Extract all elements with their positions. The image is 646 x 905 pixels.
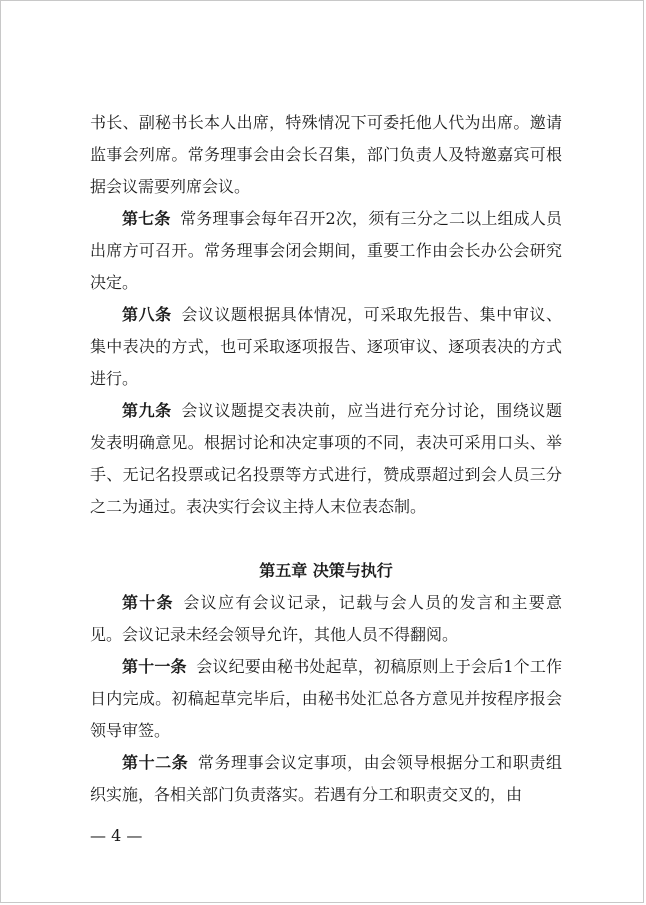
article-label: 第十条	[122, 593, 174, 612]
article-label: 第十二条	[122, 753, 189, 772]
article-text: 会议议题提交表决前，应当进行充分讨论，围绕议题发表明确意见。根据讨论和决定事项的不同，表决可采用口头、举手、无记名投票或记名投票等方式进行，赞成票超过到会人员三分之二为通过。表决实行会议主持人末位表态制。	[90, 401, 562, 516]
article-label: 第十一条	[122, 657, 187, 676]
article-text: 会议纪要由秘书处起草，初稿原则上于会后1个工作日内完成。初稿起草完毕后，由秘书处汇总各方意见并按程序报会领导审签。	[90, 657, 562, 740]
article-8	[90, 299, 562, 395]
chapter-title: 第五章 决策与执行	[259, 561, 393, 580]
article-label: 第七条	[122, 209, 171, 228]
article-label: 第九条	[122, 401, 172, 420]
article-12	[90, 747, 562, 811]
document-body	[90, 107, 562, 811]
article-text: 会议议题根据具体情况，可采取先报告、集中审议、集中表决的方式，也可采取逐项报告、逐项审议、逐项表决的方式进行。	[90, 305, 562, 388]
article-text: 常务理事会每年召开2次，须有三分之二以上组成人员出席方可召开。常务理事会闭会期间，重要工作由会长办公会研究决定。	[90, 209, 562, 292]
article-text: 常务理事会议定事项，由会领导根据分工和职责组织实施，各相关部门负责落实。若遇有分工和职责交叉的，由	[90, 753, 562, 804]
article-10	[90, 587, 562, 651]
continuation-paragraph	[90, 107, 562, 203]
article-9	[90, 395, 562, 523]
article-text: 会议应有会议记录，记载与会人员的发言和主要意见。会议记录未经会领导允许，其他人员不得翻阅。	[90, 593, 562, 644]
paragraph-text: 书长、副秘书长本人出席，特殊情况下可委托他人代为出席。邀请监事会列席。常务理事会由会长召集，部门负责人及特邀嘉宾可根据会议需要列席会议。	[90, 113, 562, 196]
article-7	[90, 203, 562, 299]
article-11	[90, 651, 562, 747]
page-number: — 4 —	[90, 826, 143, 845]
article-label: 第八条	[122, 305, 172, 324]
